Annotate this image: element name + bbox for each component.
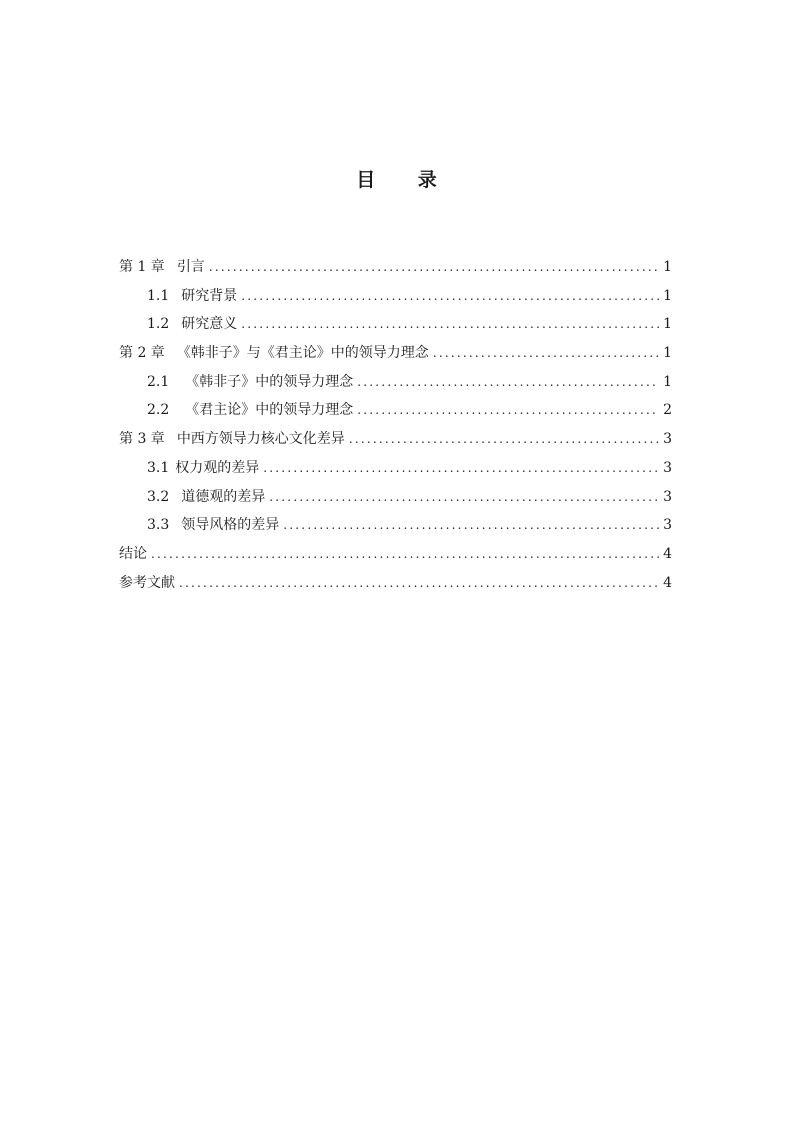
toc-entry[interactable] <box>119 253 672 282</box>
toc-entry-page-number: 1 <box>663 316 672 333</box>
dot-leader <box>357 396 659 425</box>
toc-entry-page-number: 3 <box>663 431 672 448</box>
toc-entry[interactable] <box>119 569 672 598</box>
toc-entry-title: 结论 <box>119 545 147 562</box>
toc-list <box>119 253 672 597</box>
dot-leader <box>241 310 659 339</box>
toc-entry[interactable] <box>119 368 672 397</box>
toc-entry-page-number: 1 <box>663 287 672 304</box>
toc-entry[interactable] <box>119 511 672 540</box>
toc-entry-title: 中西方领导力核心文化差异 <box>176 431 345 448</box>
dot-leader <box>263 454 659 483</box>
toc-entry[interactable] <box>119 396 672 425</box>
toc-entry[interactable] <box>119 540 672 569</box>
toc-entry-number: 1.2 <box>147 316 170 333</box>
toc-entry-number: 第 1 章 <box>119 259 165 275</box>
toc-entry-page-number: 1 <box>663 373 672 390</box>
toc-entry-title: 权力观的差异 <box>175 459 260 476</box>
dot-leader <box>433 339 659 368</box>
toc-entry-title: 研究意义 <box>181 316 238 333</box>
dot-leader <box>241 282 659 311</box>
toc-entry-title: 《韩非子》与《君主论》中的领导力理念 <box>176 345 429 362</box>
toc-entry[interactable] <box>119 310 672 339</box>
toc-entry-number: 第 2 章 <box>119 345 165 362</box>
toc-entry[interactable] <box>119 483 672 512</box>
toc-entry-page-number: 1 <box>663 345 672 362</box>
toc-entry-number: 2.2 <box>147 402 170 419</box>
toc-entry-title: 引言 <box>176 259 205 275</box>
toc-entry-title: 参考文献 <box>119 574 175 591</box>
toc-entry-number: 3.3 <box>147 517 170 534</box>
toc-entry-number: 2.1 <box>147 373 170 390</box>
dot-leader <box>209 253 659 282</box>
toc-entry-page-number: 4 <box>663 574 672 591</box>
dot-leader <box>283 511 659 540</box>
toc-entry-title: 《君主论》中的领导力理念 <box>185 402 354 419</box>
toc-entry-title: 研究背景 <box>181 287 238 304</box>
toc-entry-title: 《韩非子》中的领导力理念 <box>185 373 354 390</box>
toc-entry-number: 3.1 <box>147 459 170 476</box>
toc-entry-page-number: 3 <box>663 459 672 476</box>
dot-leader <box>179 569 659 598</box>
toc-entry[interactable] <box>119 425 672 454</box>
toc-title: 目 录 <box>356 169 455 191</box>
toc-entry[interactable] <box>119 282 672 311</box>
toc-entry-page-number: 3 <box>663 488 672 505</box>
toc-entry-page-number: 1 <box>663 259 672 275</box>
dot-leader <box>269 483 659 512</box>
toc-entry-page-number: 4 <box>663 545 672 562</box>
toc-entry[interactable] <box>119 339 672 368</box>
toc-entry-title: 领导风格的差异 <box>181 517 280 534</box>
toc-entry-number: 第 3 章 <box>119 431 165 448</box>
dot-leader <box>151 540 659 569</box>
dot-leader <box>357 368 659 397</box>
toc-entry-page-number: 2 <box>663 402 672 419</box>
toc-entry-page-number: 3 <box>663 517 672 534</box>
toc-entry-number: 1.1 <box>147 287 170 304</box>
toc-entry[interactable] <box>119 454 672 483</box>
dot-leader <box>349 425 659 454</box>
toc-entry-title: 道德观的差异 <box>181 488 266 505</box>
toc-entry-number: 3.2 <box>147 488 170 505</box>
